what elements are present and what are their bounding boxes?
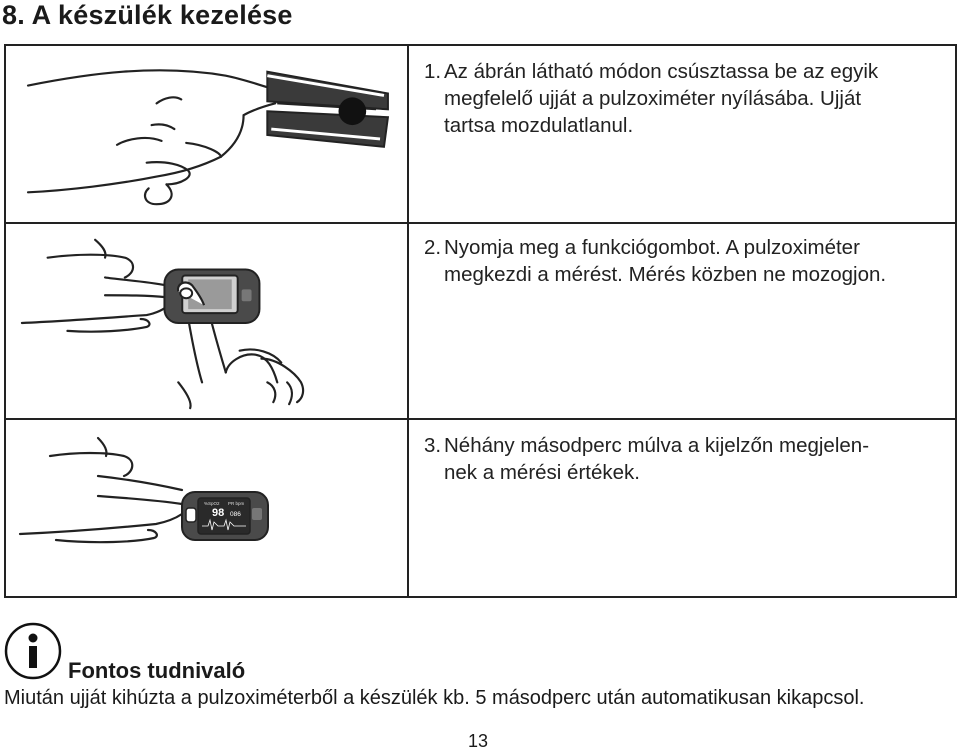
step-line: nek a mérési értékek. — [444, 461, 640, 484]
step-1-text — [424, 58, 878, 139]
notice-title: Fontos tudnivaló — [68, 658, 246, 683]
step-number: 2. — [424, 236, 442, 259]
step-line: Az ábrán látható módon csúsztassa be az egyik — [444, 60, 879, 83]
step-line: tartsa mozdulatlanul. — [444, 114, 634, 137]
info-icon — [4, 622, 62, 680]
step-row-1 — [6, 46, 955, 224]
step-row-3 — [6, 420, 955, 596]
instruction-table — [4, 44, 957, 598]
step-number: 3. — [424, 434, 442, 457]
step-2-text — [424, 234, 886, 288]
step-line: megkezdi a mérést. Mérés közben ne mozogjon. — [444, 263, 887, 286]
notice-text: Miután ujját kihúzta a pulzoximéterből a készülék kb. 5 másodperc után automatikusan kikapcsol. — [4, 687, 865, 709]
spo2-value: 98 — [212, 507, 225, 519]
page-number: 13 — [468, 731, 489, 751]
oximeter-device — [164, 270, 259, 323]
finger-insertion-illustration — [6, 46, 407, 222]
svg-text:PR bpm: PR bpm — [228, 501, 245, 506]
step-line: Nyomja meg a funkciógombot. A pulzoximéter — [444, 236, 860, 259]
reading-display-illustration — [6, 420, 407, 596]
oximeter-device-display — [182, 492, 268, 540]
section-title: 8. A készülék kezelése — [2, 0, 293, 30]
step-line: Néhány másodperc múlva a kijelzőn megjelen- — [444, 434, 870, 457]
step-number: 1. — [424, 60, 442, 83]
step-line: megfelelő ujját a pulzoximéter nyílásába. Ujját — [444, 87, 862, 110]
button-press-illustration — [6, 224, 407, 418]
pulse-value: 086 — [230, 511, 241, 518]
svg-text:%SpO2: %SpO2 — [204, 501, 220, 506]
step-row-2 — [6, 224, 955, 420]
step-3-text — [424, 432, 869, 486]
oximeter-clip — [267, 72, 388, 147]
